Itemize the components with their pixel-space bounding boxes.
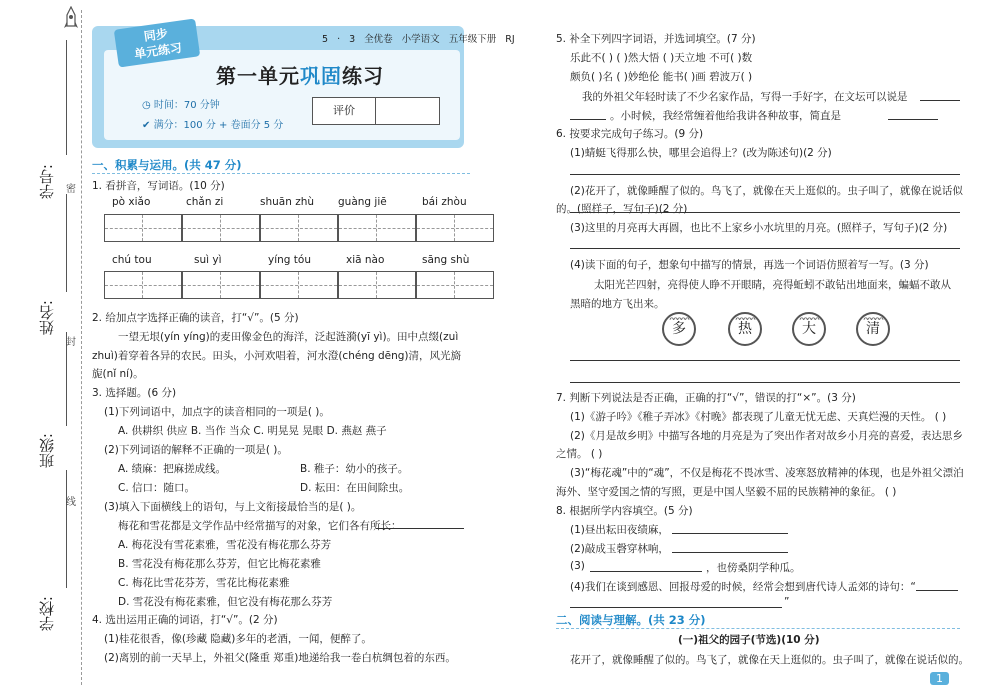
class-label: 班级: [38,433,56,469]
book-info: 5 · 3 全优卷 小学语文 五年级下册 RJ [322,34,515,45]
answer-line[interactable] [590,571,702,572]
answer-line[interactable] [570,248,960,249]
evaluation-label: 评价 [313,98,376,124]
q8-2: (2)敲成玉磬穿林响， [570,543,669,555]
student-id-line[interactable] [66,40,67,155]
word-flower: ᴖᴖᴖᴖᴖ 热 [728,312,762,346]
q6-4: (4)读下面的句子，想象句中描写的情景，再选一个词语仿照着写一写。(3 分) [570,259,929,271]
q5-blank[interactable] [920,100,960,101]
check-icon: ✔ [142,120,154,131]
score-info: ✔ 满分：100 分 + 卷面分 5 分 [142,120,284,131]
q4-2: (2)离别的前一天早上，外祖父(隆重 郑重)地递给我一卷白杭绸包着的东西。 [104,652,456,664]
pinyin: shuān zhù [260,196,315,208]
q6-3: (3)这里的月亮再大再圆，也比不上家乡小水坑里的月亮。(照样子，写句子)(2 分) [570,222,948,234]
page-title: 第一单元巩固练习 [216,64,384,88]
writing-box[interactable] [416,271,494,299]
reading-text: 花开了，就像睡醒了似的。鸟飞了，就像在天上逛似的。虫子叫了，就像在说话似的。 [570,654,969,666]
q3-3-text: 梅花和雪花都是文学作品中经常描写的对象，它们各有所长： [118,520,402,532]
q3-3-option-c: C. 梅花比雪花芬芳，雪花比梅花素雅 [118,577,290,589]
q3-2-option-c: C. 信口：随口。 [118,482,196,494]
answer-line[interactable] [570,174,960,175]
q5-blank[interactable] [570,119,606,120]
q6-4-text: 太阳光芒四射，亮得使人睁不开眼睛，亮得蚯蚓不敢钻出地面来，蝙蝠不敢从 [594,279,951,291]
q3-1: (1)下列词语中，加点字的读音相同的一项是( )。 [104,406,330,418]
q5-sentence-1: 我的外祖父年轻时读了不少名家作品，写得一手好字，在文坛可以说是 [582,91,908,103]
q7-3-cont: 海外、坚守爱国之情的写照，更是中国人坚毅不屈的民族精神的象征。 ( ) [556,486,897,498]
q6-1: (1)蜻蜓飞得那么快，哪里会追得上？(改为陈述句)(2 分) [570,147,832,159]
q8-3-cont: ，也傍桑阴学种瓜。 [706,562,801,574]
school-label: 学校: [38,596,56,632]
q6-2: (2)花开了，就像睡醒了似的。鸟飞了，就像在天上逛似的。虫子叫了，就像在说话似 [570,185,963,197]
q8-3: (3) [570,560,585,572]
q3-3-option-b: B. 雪花没有梅花那么芬芳，但它比梅花素雅 [118,558,321,570]
answer-line[interactable] [570,212,960,213]
q8-1: (1)昼出耘田夜绩麻， [570,524,669,536]
q7-1: (1)《游子吟》《稚子弄冰》《村晚》都表现了儿童无忧无虑、天真烂漫的天性。 ( ) [570,411,947,423]
answer-line[interactable] [570,382,960,383]
answer-line[interactable] [672,552,788,553]
cut-word-feng: 封 [66,337,76,348]
clock-icon: ◷ [142,100,154,111]
q7-3: (3)“梅花魂”中的“魂”，不仅是梅花不畏冰雪、凌寒怒放精神的体现，也是外祖父漂泊 [570,467,964,479]
q3-2-option-a: A. 绩麻：把麻搓成线。 [118,463,227,475]
q3-2-option-b: B. 稚子：幼小的孩子。 [300,463,409,475]
q8-4-close: ” [784,596,790,608]
badge-line-2: 单元练习 [133,40,183,62]
q3-2: (2)下列词语的解释不正确的一项是( )。 [104,444,288,456]
school-line[interactable] [66,470,67,588]
q3-3: (3)填入下面横线上的语句，与上文衔接最恰当的是( )。 [104,501,362,513]
section-2-title: 二、阅读与理解。(共 23 分) [556,613,706,627]
answer-line[interactable] [570,360,960,361]
word-flower: ᴖᴖᴖᴖᴖ 多 [662,312,696,346]
time-info: ◷ 时间：70 分钟 [142,100,220,111]
q5-row-1: 乐此不( ) ( )然大悟 ( )天立地 不可( )数 [570,52,753,64]
q5-text: 5. 补全下列四字词语，并选词填空。(7 分) [556,33,756,45]
cut-word-mi: 密 [66,184,76,195]
rocket-icon [64,6,78,34]
word-flower: ᴖᴖᴖᴖᴖ 大 [792,312,826,346]
section-1-title: 一、积累与运用。(共 47 分) [92,158,242,172]
page-number: 1 [930,672,949,685]
q5-blank[interactable] [888,119,938,120]
q3-2-option-d: D. 耘田：在田间除虫。 [300,482,410,494]
q2-line: zhuì)着穿着各异的农民。田头，小河欢唱着，河水澄(chéng dēng)清，风光旖 [92,350,462,362]
word-flower: ᴖᴖᴖᴖᴖ 清 [856,312,890,346]
answer-line[interactable] [570,607,782,608]
writing-box[interactable] [104,214,182,242]
writing-box[interactable] [260,271,338,299]
q3-1-options: A. 供耕织 供应 B. 当作 当众 C. 明晃晃 晃眼 D. 燕赵 燕子 [118,425,387,437]
evaluation-box [312,97,440,125]
pinyin: bái zhòu [422,196,467,208]
pinyin: xiā nào [346,254,385,266]
name-line[interactable] [66,194,67,292]
q1-text: 1. 看拼音，写词语。(10 分) [92,180,225,192]
q3-3-option-d: D. 雪花没有梅花素雅，但它没有梅花那么芬芳 [118,596,333,608]
q4-text: 4. 选出运用正确的词语，打“√”。(2 分) [92,614,278,626]
writing-box[interactable] [338,214,416,242]
q7-2-cont: 之情。 ( ) [556,448,603,460]
reading-title: (一)祖父的园子(节选)(10 分) [678,634,820,646]
badge-line-1: 同步 [143,26,169,44]
section-1-divider [92,173,470,174]
pinyin: sāng shù [422,254,470,266]
answer-line[interactable] [916,590,958,591]
q3-3-blank[interactable] [376,528,464,529]
writing-box[interactable] [260,214,338,242]
q2-line: 旎(nǐ ní)。 [92,368,144,380]
q2-line: 一望无垠(yín yíng)的麦田像金色的海洋，泛起涟漪(yī yì)。田中点缀(zuì [118,331,459,343]
name-label: 姓名: [38,300,56,336]
pinyin: guàng jiē [338,196,387,208]
pinyin: suì yì [194,254,222,266]
q8-text: 8. 根据所学内容填空。(5 分) [556,505,693,517]
writing-box[interactable] [182,214,260,242]
pinyin: chú tou [112,254,152,266]
binding-dashed-line [81,10,82,685]
student-id-label: 学号: [38,164,56,200]
pinyin: yíng tóu [268,254,311,266]
section-2-divider [556,628,960,629]
q7-2: (2)《月是故乡明》中描写各地的月亮是为了突出作者对故乡小月亮的喜爱，表达思乡 [570,430,963,442]
writing-box[interactable] [104,271,182,299]
q5-sentence-2: 。小时候，我经常缠着他给我讲各种故事，简直是 [610,110,841,122]
q4-1: (1)桂花很香，像(珍藏 隐藏)多年的老酒，一闻，便醉了。 [104,633,372,645]
q7-text: 7. 判断下列说法是否正确，正确的打“√”，错误的打“×”。(3 分) [556,392,856,404]
q3-text: 3. 选择题。(6 分) [92,387,177,399]
q6-4-text: 黑暗的地方飞出来。 [570,298,665,310]
writing-box[interactable] [416,214,494,242]
pinyin: pò xiǎo [112,196,151,208]
q6-text: 6. 按要求完成句子练习。(9 分) [556,128,704,140]
q8-4: (4)我们在谈到感恩、回报母爱的时候，经常会想到唐代诗人孟郊的诗句：“ [570,581,916,593]
cut-word-xian: 线 [66,497,76,508]
q2-text: 2. 给加点字选择正确的读音，打“√”。(5 分) [92,312,299,324]
answer-line[interactable] [672,533,788,534]
q6-2-cont: 的。(照样子，写句子)(2 分) [556,203,688,215]
q5-row-2: 颇负( )名 ( )妙绝伦 能书( )画 碧波万( ) [570,71,753,83]
q3-3-option-a: A. 梅花没有雪花素雅，雪花没有梅花那么芬芳 [118,539,332,551]
writing-box[interactable] [338,271,416,299]
pinyin: chǎn zi [186,196,224,208]
writing-box[interactable] [182,271,260,299]
